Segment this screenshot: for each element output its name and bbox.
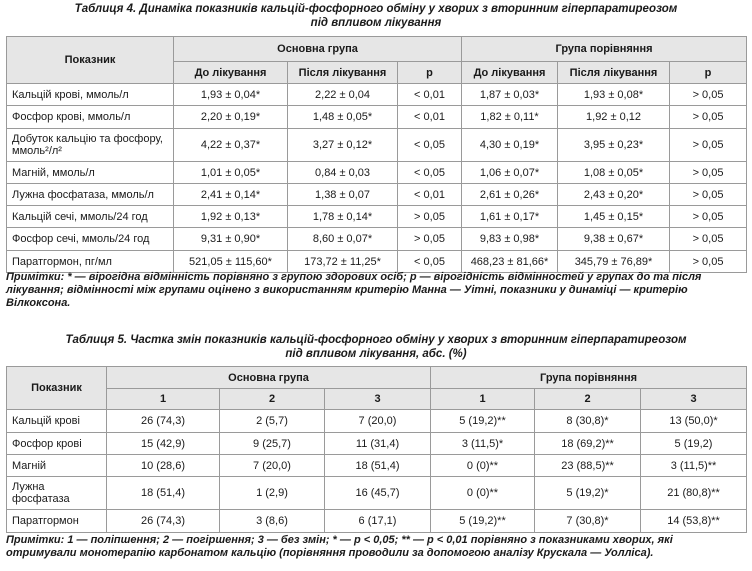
table-cell: 1,87 ± 0,03*: [462, 84, 558, 106]
row-label: Кальцій крові: [7, 410, 107, 433]
table-cell: 5 (19,2)*: [535, 477, 641, 510]
table-row: [7, 510, 747, 533]
row-label: Добуток кальцію та фосфору, ммоль²/л²: [7, 129, 174, 162]
table-cell: 2,41 ± 0,14*: [174, 184, 288, 206]
table-cell: 18 (51,4): [325, 455, 431, 477]
table-cell: > 0,05: [670, 106, 747, 129]
table4-header-p: p: [398, 62, 462, 84]
table-cell: 345,79 ± 76,89*: [558, 251, 670, 273]
table5-caption-line1: Таблиця 5. Частка змін показників кальцій-фосфорного обміну у хворих з вторинним гіперпаратиреозом: [65, 334, 687, 346]
table-row: [7, 433, 747, 455]
table5-header-col1: 1: [431, 389, 535, 410]
table-cell: 1,61 ± 0,17*: [462, 206, 558, 228]
table-cell: 16 (45,7): [325, 477, 431, 510]
table4-caption: [0, 2, 752, 30]
table-cell: < 0,05: [398, 162, 462, 184]
table5-header-col2: 2: [535, 389, 641, 410]
table-cell: 1,93 ± 0,08*: [558, 84, 670, 106]
table4-header-before: До лікування: [462, 62, 558, 84]
table-cell: 468,23 ± 81,66*: [462, 251, 558, 273]
table-row: [7, 228, 747, 251]
table-cell: 18 (69,2)**: [535, 433, 641, 455]
table-cell: 3,27 ± 0,12*: [288, 129, 398, 162]
table-row: [7, 129, 747, 162]
table-cell: 2,22 ± 0,04: [288, 84, 398, 106]
table5-header-col3: 3: [325, 389, 431, 410]
table-cell: 7 (30,8)*: [535, 510, 641, 533]
table-cell: 9 (25,7): [220, 433, 325, 455]
table4-header-after: Після лікування: [558, 62, 670, 84]
table-row: [7, 184, 747, 206]
table-cell: 2,20 ± 0,19*: [174, 106, 288, 129]
table-cell: 0 (0)**: [431, 477, 535, 510]
table-cell: 21 (80,8)**: [641, 477, 747, 510]
table4: [6, 36, 747, 273]
row-label: Фосфор крові: [7, 433, 107, 455]
table-cell: < 0,01: [398, 106, 462, 129]
table4-body: [7, 84, 747, 273]
table-cell: > 0,05: [398, 228, 462, 251]
row-label: Фосфор крові, ммоль/л: [7, 106, 174, 129]
table-row: [7, 106, 747, 129]
table-cell: 11 (31,4): [325, 433, 431, 455]
table-cell: 3 (11,5)**: [641, 455, 747, 477]
row-label: Лужна фосфатаза, ммоль/л: [7, 184, 174, 206]
table-cell: 1,38 ± 0,07: [288, 184, 398, 206]
table-row: [7, 410, 747, 433]
table-cell: 13 (50,0)*: [641, 410, 747, 433]
table-cell: 3 (11,5)*: [431, 433, 535, 455]
table-cell: < 0,05: [398, 251, 462, 273]
table5: [6, 366, 747, 533]
row-label: Магній: [7, 455, 107, 477]
table4-caption-line2: під впливом лікування: [310, 17, 442, 29]
table-cell: 26 (74,3): [107, 410, 220, 433]
table4-header-comparison-group: Група порівняння: [462, 37, 747, 62]
table-cell: 5 (19,2)**: [431, 510, 535, 533]
table-cell: < 0,01: [398, 84, 462, 106]
table-cell: 521,05 ± 115,60*: [174, 251, 288, 273]
table-cell: 3,95 ± 0,23*: [558, 129, 670, 162]
table-cell: 1,08 ± 0,05*: [558, 162, 670, 184]
table-cell: 1,92 ± 0,12: [558, 106, 670, 129]
table-cell: 4,30 ± 0,19*: [462, 129, 558, 162]
table-cell: > 0,05: [670, 206, 747, 228]
table-cell: 9,38 ± 0,67*: [558, 228, 670, 251]
table-cell: 3 (8,6): [220, 510, 325, 533]
table-cell: 8 (30,8)*: [535, 410, 641, 433]
table5-header-col3: 3: [641, 389, 747, 410]
table-cell: 1,01 ± 0,05*: [174, 162, 288, 184]
table5-body: [7, 410, 747, 533]
table-cell: 2,43 ± 0,20*: [558, 184, 670, 206]
table-cell: 9,31 ± 0,90*: [174, 228, 288, 251]
table-cell: 1,06 ± 0,07*: [462, 162, 558, 184]
table-cell: 0,84 ± 0,03: [288, 162, 398, 184]
table-cell: 1 (2,9): [220, 477, 325, 510]
table-cell: 1,48 ± 0,05*: [288, 106, 398, 129]
table-cell: < 0,01: [398, 184, 462, 206]
table-cell: 1,92 ± 0,13*: [174, 206, 288, 228]
table-cell: 2,61 ± 0,26*: [462, 184, 558, 206]
table-cell: 1,82 ± 0,11*: [462, 106, 558, 129]
table4-header-after: Після лікування: [288, 62, 398, 84]
table5-note: Примітки: 1 — поліпшення; 2 — погіршення; 3 — без змін; * — p < 0,05; ** — p < 0,01 порівняно з показниками хворих, які отримували монотерапію карбонатом кальцію (порівняння проводили за допомогою аналізу Крускала — Уолліса).: [6, 534, 673, 559]
table-cell: 173,72 ± 11,25*: [288, 251, 398, 273]
table5-header-col2: 2: [220, 389, 325, 410]
table-cell: 8,60 ± 0,07*: [288, 228, 398, 251]
table-row: [7, 206, 747, 228]
table-cell: 9,83 ± 0,98*: [462, 228, 558, 251]
table-cell: > 0,05: [398, 206, 462, 228]
table5-caption-line2: під впливом лікування, абс. (%): [285, 348, 467, 360]
table-row: [7, 455, 747, 477]
row-label: Фосфор сечі, ммоль/24 год: [7, 228, 174, 251]
table-cell: > 0,05: [670, 84, 747, 106]
table-row: [7, 162, 747, 184]
table-cell: 1,78 ± 0,14*: [288, 206, 398, 228]
table-row: [7, 84, 747, 106]
table-cell: > 0,05: [670, 184, 747, 206]
table4-header-indicator: Показник: [7, 37, 174, 84]
table5-header-col1: 1: [107, 389, 220, 410]
table-cell: 7 (20,0): [325, 410, 431, 433]
table-cell: 23 (88,5)**: [535, 455, 641, 477]
table-cell: 0 (0)**: [431, 455, 535, 477]
table-cell: > 0,05: [670, 251, 747, 273]
table-cell: 6 (17,1): [325, 510, 431, 533]
row-label: Кальцій сечі, ммоль/24 год: [7, 206, 174, 228]
table-row: [7, 477, 747, 510]
table5-header-indicator: Показник: [7, 367, 107, 410]
table4-header-main-group: Основна група: [174, 37, 462, 62]
table5-header-main-group: Основна група: [107, 367, 431, 389]
table-cell: 4,22 ± 0,37*: [174, 129, 288, 162]
row-label: Паратгормон: [7, 510, 107, 533]
table4-header-before: До лікування: [174, 62, 288, 84]
table-cell: < 0,05: [398, 129, 462, 162]
row-label: Магній, ммоль/л: [7, 162, 174, 184]
table-cell: > 0,05: [670, 228, 747, 251]
table-cell: 5 (19,2): [641, 433, 747, 455]
table-cell: > 0,05: [670, 162, 747, 184]
table5-header-comparison-group: Група порівняння: [431, 367, 747, 389]
table-cell: 2 (5,7): [220, 410, 325, 433]
row-label: Паратгормон, пг/мл: [7, 251, 174, 273]
table-cell: 26 (74,3): [107, 510, 220, 533]
table-cell: 15 (42,9): [107, 433, 220, 455]
table4-note: Примітки: * — вірогідна відмінність порівняно з групою здорових осіб; p — вірогідність відмінностей у групах до та після лікування; відмінності між групами оцінено з використанням критерію Манна — Уітні, показники у динаміці — критерію Вілкоксона.: [6, 271, 702, 309]
row-label: Кальцій крові, ммоль/л: [7, 84, 174, 106]
table-cell: 18 (51,4): [107, 477, 220, 510]
table-cell: > 0,05: [670, 129, 747, 162]
table5-caption: [0, 333, 752, 361]
table4-caption-line1: Таблиця 4. Динаміка показників кальцій-фосфорного обміну у хворих з вторинним гіперпаратиреозом: [74, 3, 678, 15]
table-cell: 1,45 ± 0,15*: [558, 206, 670, 228]
table4-header-p: p: [670, 62, 747, 84]
table-cell: 7 (20,0): [220, 455, 325, 477]
table-cell: 5 (19,2)**: [431, 410, 535, 433]
table-cell: 1,93 ± 0,04*: [174, 84, 288, 106]
table-cell: 10 (28,6): [107, 455, 220, 477]
table-cell: 14 (53,8)**: [641, 510, 747, 533]
table-row: [7, 251, 747, 273]
row-label: Лужна фосфатаза: [7, 477, 107, 510]
